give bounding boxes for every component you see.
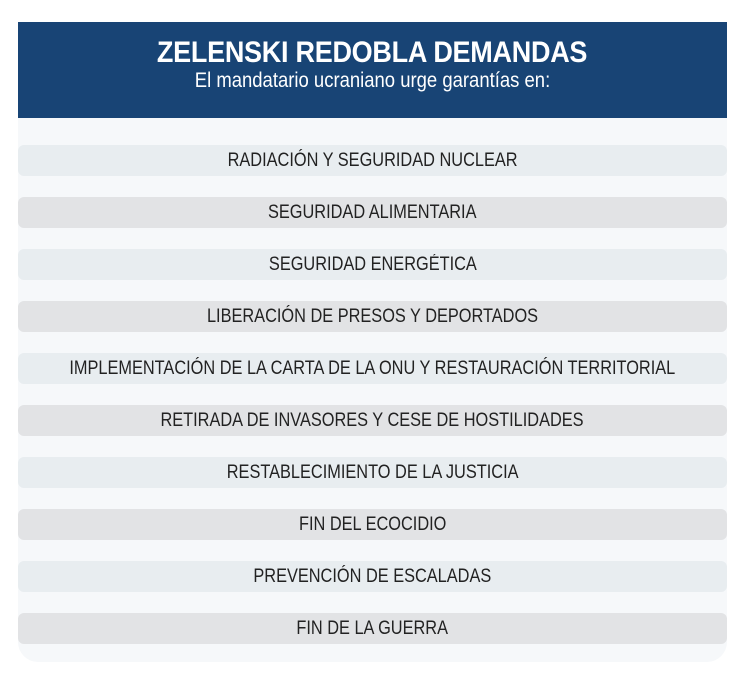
list-item-label: RETIRADA DE INVASORES Y CESE DE HOSTILIDADES [160, 409, 585, 431]
list-item-label: RADIACIÓN Y SEGURIDAD NUCLEAR [227, 149, 518, 171]
list-item [18, 613, 727, 644]
list-item [18, 509, 727, 540]
list-item-label: SEGURIDAD ENERGÉTICA [268, 253, 477, 275]
list-item-label: LIBERACIÓN DE PRESOS Y DEPORTADOS [206, 305, 539, 327]
subtitle: El mandatario ucraniano urge garantías en: [194, 69, 551, 92]
list-item [18, 353, 727, 384]
title: ZELENSKI REDOBLA DEMANDAS [157, 36, 588, 69]
list-item-label: FIN DEL ECOCIDIO [298, 513, 447, 535]
list-item-label: RESTABLECIMIENTO DE LA JUSTICIA [226, 461, 519, 483]
list-item [18, 249, 727, 280]
list-item [18, 301, 727, 332]
list-item [18, 145, 727, 176]
list-item [18, 561, 727, 592]
list-item-label: SEGURIDAD ALIMENTARIA [268, 201, 477, 223]
list-item [18, 457, 727, 488]
list-item [18, 405, 727, 436]
header [18, 22, 727, 118]
demands-list [18, 145, 727, 662]
list-item-label: IMPLEMENTACIÓN DE LA CARTA DE LA ONU Y RESTAURACIÓN TERRITORIAL [69, 357, 676, 379]
infographic-card [18, 22, 727, 662]
list-item-label: PREVENCIÓN DE ESCALADAS [253, 565, 492, 587]
list-item [18, 197, 727, 228]
list-item-label: FIN DE LA GUERRA [296, 617, 449, 639]
